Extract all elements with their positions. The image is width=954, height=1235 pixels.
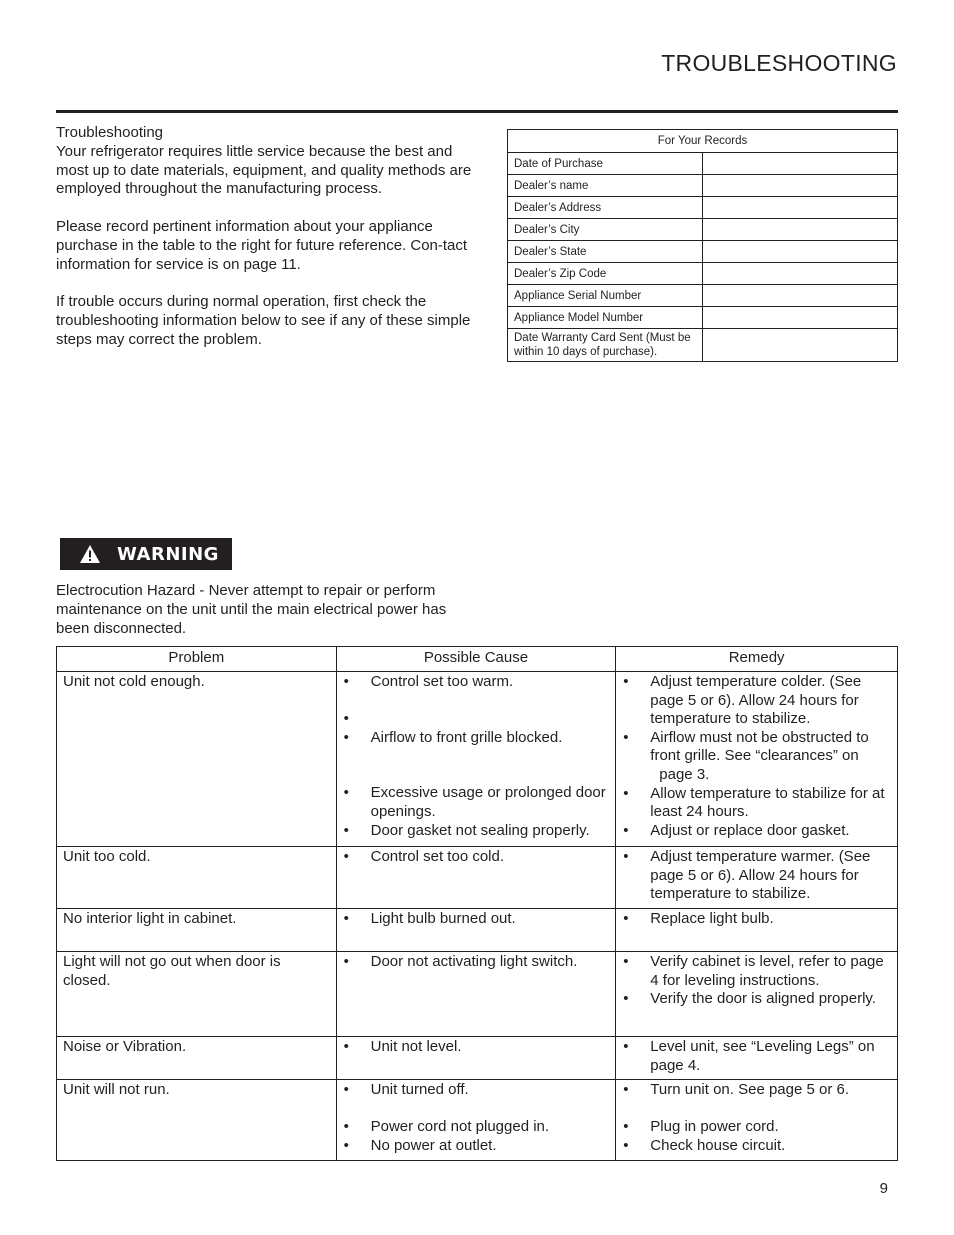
problem-cell: Unit too cold. bbox=[57, 847, 337, 909]
hazard-text: Never attempt to repair or perform maintenance on the unit until the main electrical power has been disconnected. bbox=[56, 582, 447, 637]
remedy-cell bbox=[616, 1037, 898, 1080]
records-value-field[interactable] bbox=[703, 153, 898, 175]
records-label: Dealer’s State bbox=[508, 241, 703, 263]
records-label: Dealer’s name bbox=[508, 175, 703, 197]
remedy-item: • Turn unit on. See page 5 or 6. bbox=[622, 1081, 891, 1100]
records-label: Appliance Model Number bbox=[508, 307, 703, 329]
remedy-item: • Verify the door is aligned properly. bbox=[622, 990, 891, 1009]
remedy-cell bbox=[616, 1080, 898, 1160]
records-value-field[interactable] bbox=[703, 307, 898, 329]
cause-cell bbox=[336, 952, 616, 1037]
records-value-field[interactable] bbox=[703, 285, 898, 307]
intro-heading: Troubleshooting bbox=[56, 124, 164, 141]
header-cause: Possible Cause bbox=[336, 647, 616, 672]
cause-cell bbox=[336, 672, 616, 847]
remedy-text-continued: page 3. bbox=[659, 765, 710, 783]
cause-item: • Unit turned off. bbox=[343, 1081, 610, 1100]
remedy-item: • Adjust temperature warmer. (See page 5 or 6). Allow 24 hours for temperature to stabilize. bbox=[622, 848, 891, 904]
intro-paragraph-1: Your refrigerator requires little service because the best and most up to date materials, equipment, and quality methods are employed throughout the manufacturing process. bbox=[56, 142, 472, 198]
problem-cell: Light will not go out when door is closed. bbox=[57, 952, 337, 1037]
remedy-item: • Verify cabinet is level, refer to page 4 for leveling instructions. bbox=[622, 953, 891, 990]
problem-cell: No interior light in cabinet. bbox=[57, 909, 337, 952]
cause-item: • No power at outlet. bbox=[343, 1137, 610, 1156]
cause-cell bbox=[336, 1037, 616, 1080]
remedy-item: • Allow temperature to stabilize for at least 24 hours. bbox=[622, 785, 891, 822]
cause-item: • Control set too warm. bbox=[343, 673, 610, 692]
records-label: Dealer’s City bbox=[508, 219, 703, 241]
records-value-field[interactable] bbox=[703, 219, 898, 241]
records-label: Appliance Serial Number bbox=[508, 285, 703, 307]
table-row bbox=[57, 847, 898, 909]
remedy-cell bbox=[616, 952, 898, 1037]
hazard-notice bbox=[56, 582, 476, 638]
records-value-field[interactable] bbox=[703, 329, 898, 362]
problem-cell: Unit will not run. bbox=[57, 1080, 337, 1160]
records-table bbox=[507, 129, 898, 362]
remedy-cell bbox=[616, 909, 898, 952]
remedy-cell bbox=[616, 672, 898, 847]
cause-item bbox=[343, 710, 610, 729]
header-remedy: Remedy bbox=[616, 647, 898, 672]
table-row bbox=[57, 1080, 898, 1160]
remedy-item: • Check house circuit. bbox=[622, 1137, 891, 1156]
cause-item: • Control set too cold. bbox=[343, 848, 610, 867]
records-value-field[interactable] bbox=[703, 241, 898, 263]
cause-cell bbox=[336, 847, 616, 909]
table-row bbox=[57, 1037, 898, 1080]
hazard-title: Electrocution Hazard - bbox=[56, 582, 209, 599]
records-label: Date Warranty Card Sent (Must be within 10 days of purchase). bbox=[508, 329, 703, 362]
header-rule bbox=[56, 110, 898, 113]
records-label: Dealer’s Address bbox=[508, 197, 703, 219]
remedy-item: • Plug in power cord. bbox=[622, 1118, 891, 1137]
warning-badge bbox=[60, 538, 232, 570]
remedy-item: • Level unit, see “Leveling Legs” on page 4. bbox=[622, 1038, 891, 1075]
cause-item: • Unit not level. bbox=[343, 1038, 610, 1057]
header-problem: Problem bbox=[57, 647, 337, 672]
intro-paragraph-2: Please record pertinent information about your appliance purchase in the table to the right for future reference. Con-tact information for service is on page 11. bbox=[56, 217, 468, 273]
intro-section bbox=[56, 124, 476, 368]
cause-item: • Door not activating light switch. bbox=[343, 953, 610, 972]
problem-cell: Unit not cold enough. bbox=[57, 672, 337, 847]
records-label: Date of Purchase bbox=[508, 153, 703, 175]
cause-item: • Airflow to front grille blocked. bbox=[343, 729, 610, 748]
records-value-field[interactable] bbox=[703, 197, 898, 219]
troubleshooting-table bbox=[56, 646, 898, 1161]
cause-item: • Light bulb burned out. bbox=[343, 910, 610, 929]
table-row bbox=[57, 672, 898, 847]
warning-label: WARNING bbox=[117, 543, 219, 565]
table-row bbox=[57, 952, 898, 1037]
page-number: 9 bbox=[879, 1180, 888, 1197]
remedy-text: Airflow must not be obstructed to front grille. See “clearances” on bbox=[650, 728, 869, 765]
remedy-item: • Adjust temperature colder. (See page 5 or 6). Allow 24 hours for temperature to stabilize. bbox=[622, 673, 891, 729]
intro-paragraph-3: If trouble occurs during normal operation, first check the troubleshooting information below to see if any of these simple steps may correct the problem. bbox=[56, 293, 471, 348]
remedy-cell bbox=[616, 847, 898, 909]
cause-item: • Door gasket not sealing properly. bbox=[343, 822, 610, 841]
records-value-field[interactable] bbox=[703, 263, 898, 285]
cause-cell bbox=[336, 909, 616, 952]
records-title: For Your Records bbox=[508, 130, 898, 153]
cause-item: • Excessive usage or prolonged door openings. bbox=[343, 784, 610, 821]
remedy-item: • Adjust or replace door gasket. bbox=[622, 822, 891, 841]
records-value-field[interactable] bbox=[703, 175, 898, 197]
cause-item: • Power cord not plugged in. bbox=[343, 1118, 610, 1137]
remedy-item: • Replace light bulb. bbox=[622, 910, 891, 929]
remedy-item bbox=[622, 729, 891, 785]
table-row bbox=[57, 909, 898, 952]
records-label: Dealer’s Zip Code bbox=[508, 263, 703, 285]
warning-triangle-icon bbox=[79, 544, 101, 564]
page-title: TROUBLESHOOTING bbox=[661, 50, 897, 76]
cause-cell bbox=[336, 1080, 616, 1160]
problem-cell: Noise or Vibration. bbox=[57, 1037, 337, 1080]
